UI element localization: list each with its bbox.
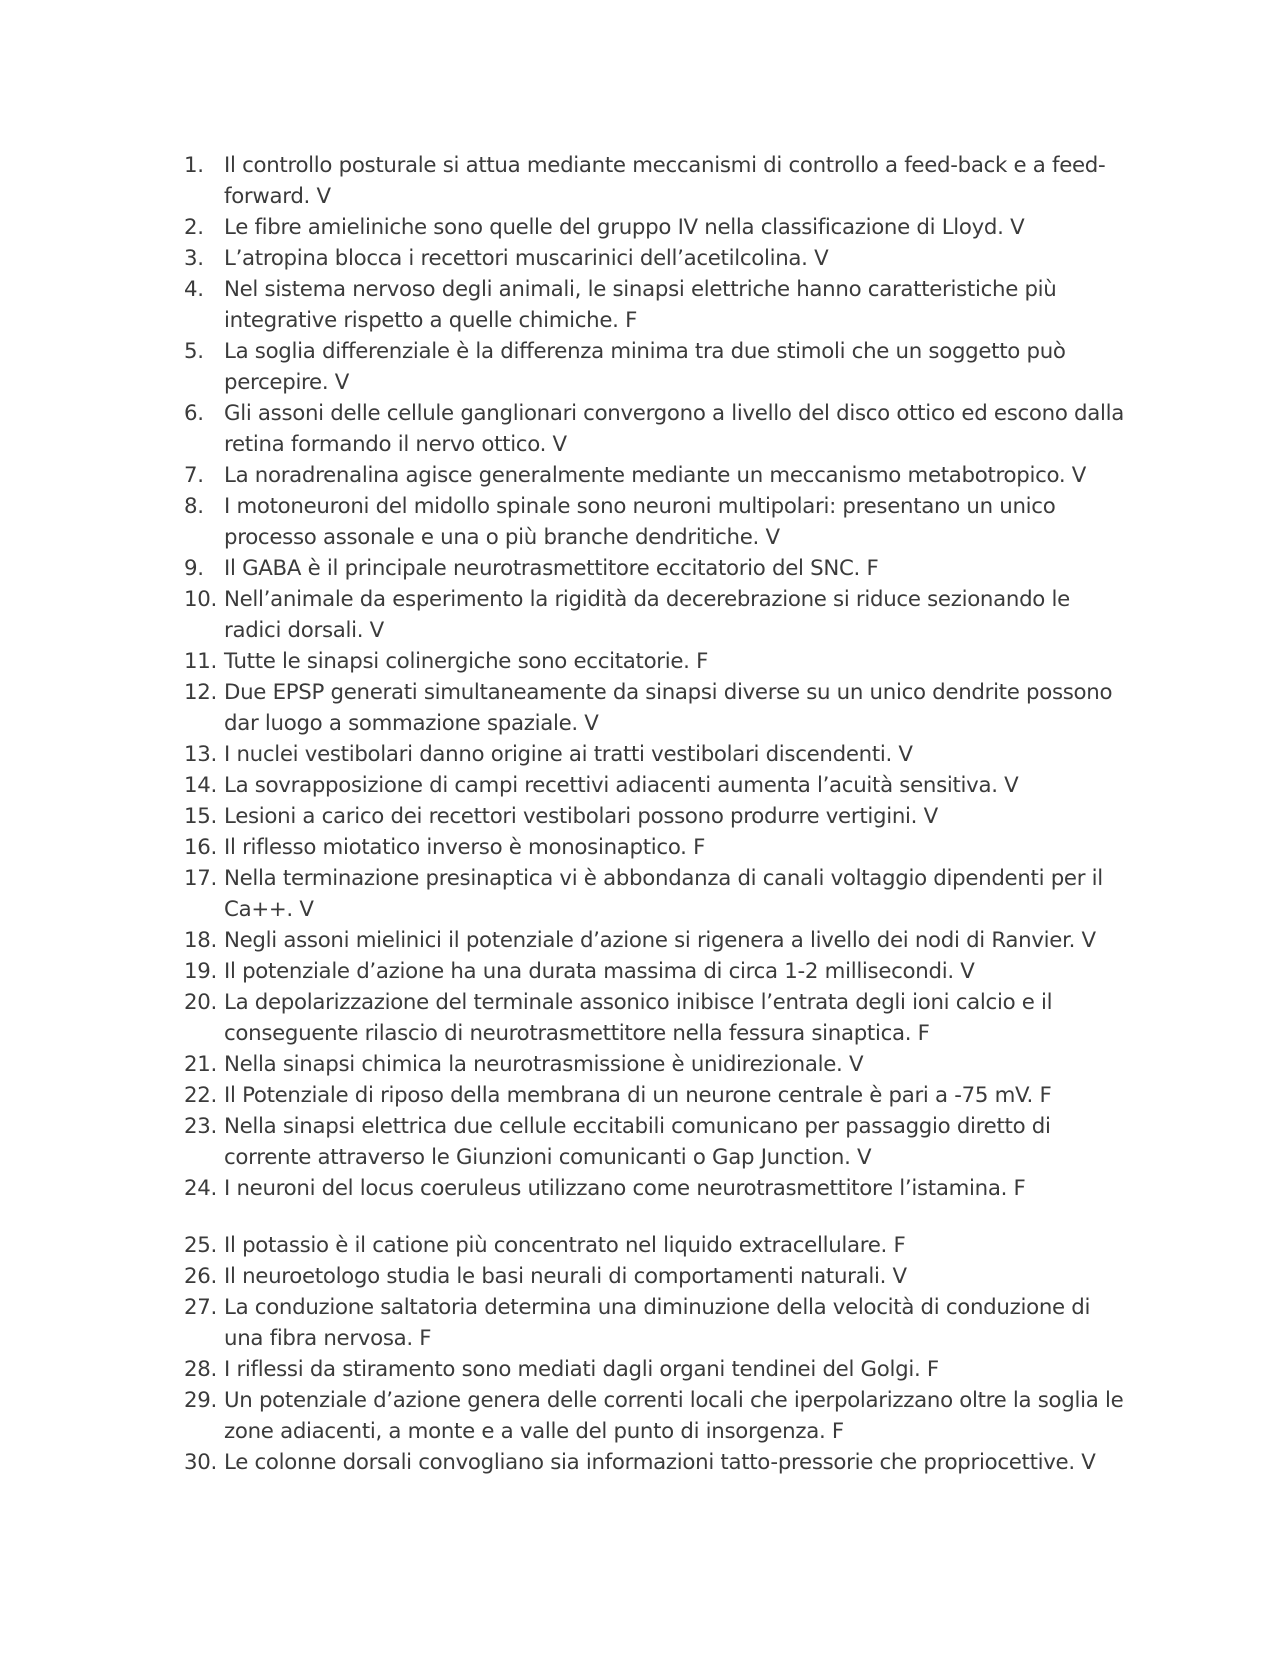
item-text: Nell’animale da esperimento la rigidità da decerebrazione si riduce sezionando le radici dorsali. V [224, 587, 1070, 643]
list-item [184, 243, 1124, 274]
item-text: Il potenziale d’azione ha una durata massima di circa 1-2 millisecondi. V [224, 959, 975, 984]
list-item [184, 1385, 1124, 1447]
item-number: 13. [184, 742, 217, 767]
item-text: I riflessi da stiramento sono mediati dagli organi tendinei del Golgi. F [224, 1357, 939, 1382]
list-item [184, 1173, 1124, 1204]
item-number: 21. [184, 1052, 217, 1077]
item-text: Il GABA è il principale neurotrasmettitore eccitatorio del SNC. F [224, 556, 879, 581]
item-text: Il controllo posturale si attua mediante meccanismi di controllo a feed-back e a feed-forward. V [224, 153, 1106, 209]
item-number: 29. [184, 1388, 217, 1413]
item-number: 8. [184, 494, 204, 519]
item-number: 3. [184, 246, 204, 271]
list-item [184, 832, 1124, 863]
item-text: Due EPSP generati simultaneamente da sinapsi diverse su un unico dendrite possono dar luogo a sommazione spaziale. V [224, 680, 1113, 736]
item-number: 14. [184, 773, 217, 798]
item-text: Le colonne dorsali convogliano sia informazioni tatto-pressorie che propriocettive. V [224, 1450, 1096, 1475]
list-item [184, 739, 1124, 770]
list-item [184, 1111, 1124, 1173]
item-text: I neuroni del locus coeruleus utilizzano come neurotrasmettitore l’istamina. F [224, 1176, 1026, 1201]
true-false-list [184, 150, 1124, 1478]
item-number: 24. [184, 1176, 217, 1201]
list-item [184, 987, 1124, 1049]
item-number: 25. [184, 1233, 217, 1258]
item-text: Nella sinapsi chimica la neurotrasmissione è unidirezionale. V [224, 1052, 864, 1077]
item-text: Il riflesso miotatico inverso è monosinaptico. F [224, 835, 706, 860]
list-item [184, 956, 1124, 987]
item-number: 23. [184, 1114, 217, 1139]
item-text: La sovrapposizione di campi recettivi adiacenti aumenta l’acuità sensitiva. V [224, 773, 1019, 798]
item-text: La soglia differenziale è la differenza minima tra due stimoli che un soggetto può percepire. V [224, 339, 1066, 395]
list-item [184, 1354, 1124, 1385]
item-number: 30. [184, 1450, 217, 1475]
item-text: I motoneuroni del midollo spinale sono neuroni multipolari: presentano un unico processo assonale e una o più branche dendritiche. V [224, 494, 1056, 550]
list-item [184, 336, 1124, 398]
item-text: Il Potenziale di riposo della membrana di un neurone centrale è pari a -75 mV. F [224, 1083, 1052, 1108]
item-number: 7. [184, 463, 204, 488]
list-item [184, 553, 1124, 584]
item-text: Nel sistema nervoso degli animali, le sinapsi elettriche hanno caratteristiche più integrative rispetto a quelle chimiche. F [224, 277, 1057, 333]
item-number: 26. [184, 1264, 217, 1289]
list-item [184, 491, 1124, 553]
item-text: Lesioni a carico dei recettori vestibolari possono produrre vertigini. V [224, 804, 938, 829]
list-item [184, 460, 1124, 491]
list-item [184, 863, 1124, 925]
item-text: La conduzione saltatoria determina una diminuzione della velocità di conduzione di una fibra nervosa. F [224, 1295, 1091, 1351]
item-number: 10. [184, 587, 217, 612]
list-item [184, 646, 1124, 677]
item-text: I nuclei vestibolari danno origine ai tratti vestibolari discendenti. V [224, 742, 913, 767]
list-item [184, 1261, 1124, 1292]
item-number: 12. [184, 680, 217, 705]
item-number: 22. [184, 1083, 217, 1108]
item-number: 16. [184, 835, 217, 860]
item-text: L’atropina blocca i recettori muscarinici dell’acetilcolina. V [224, 246, 829, 271]
list-item [184, 1292, 1124, 1354]
item-number: 15. [184, 804, 217, 829]
item-number: 27. [184, 1295, 217, 1320]
list-item [184, 1447, 1124, 1478]
item-text: Il potassio è il catione più concentrato nel liquido extracellulare. F [224, 1233, 906, 1258]
item-text: Gli assoni delle cellule ganglionari convergono a livello del disco ottico ed escono dalla retina formando il nervo ottico. V [224, 401, 1125, 457]
list-item [184, 398, 1124, 460]
item-number: 17. [184, 866, 217, 891]
item-number: 9. [184, 556, 204, 581]
item-number: 28. [184, 1357, 217, 1382]
list-item [184, 584, 1124, 646]
list-item [184, 1080, 1124, 1111]
item-text: Il neuroetologo studia le basi neurali di comportamenti naturali. V [224, 1264, 907, 1289]
item-number: 5. [184, 339, 204, 364]
list-item [184, 150, 1124, 212]
list-item [184, 925, 1124, 956]
item-text: La noradrenalina agisce generalmente mediante un meccanismo metabotropico. V [224, 463, 1087, 488]
item-number: 1. [184, 153, 204, 178]
item-number: 20. [184, 990, 217, 1015]
item-text: La depolarizzazione del terminale assonico inibisce l’entrata degli ioni calcio e il conseguente rilascio di neurotrasmettitore nella fessura sinaptica. F [224, 990, 1053, 1046]
list-item [184, 274, 1124, 336]
item-number: 6. [184, 401, 204, 426]
item-text: Le fibre amieliniche sono quelle del gruppo IV nella classificazione di Lloyd. V [224, 215, 1025, 240]
item-text: Negli assoni mielinici il potenziale d’azione si rigenera a livello dei nodi di Ranvier. V [224, 928, 1096, 953]
list-item [184, 1049, 1124, 1080]
item-text: Nella terminazione presinaptica vi è abbondanza di canali voltaggio dipendenti per il Ca++. V [224, 866, 1103, 922]
item-text: Tutte le sinapsi colinergiche sono eccitatorie. F [224, 649, 709, 674]
item-text: Nella sinapsi elettrica due cellule eccitabili comunicano per passaggio diretto di corrente attraverso le Giunzioni comunicanti o Gap Junction. V [224, 1114, 1051, 1170]
item-text: Un potenziale d’azione genera delle correnti locali che iperpolarizzano oltre la soglia le zone adiacenti, a monte e a valle del punto di insorgenza. F [224, 1388, 1124, 1444]
list-item [184, 770, 1124, 801]
item-number: 19. [184, 959, 217, 984]
list-item [184, 801, 1124, 832]
list-item [184, 677, 1124, 739]
list-item [184, 212, 1124, 243]
list-item [184, 1230, 1124, 1261]
item-number: 18. [184, 928, 217, 953]
item-number: 2. [184, 215, 204, 240]
item-number: 4. [184, 277, 204, 302]
item-number: 11. [184, 649, 217, 674]
